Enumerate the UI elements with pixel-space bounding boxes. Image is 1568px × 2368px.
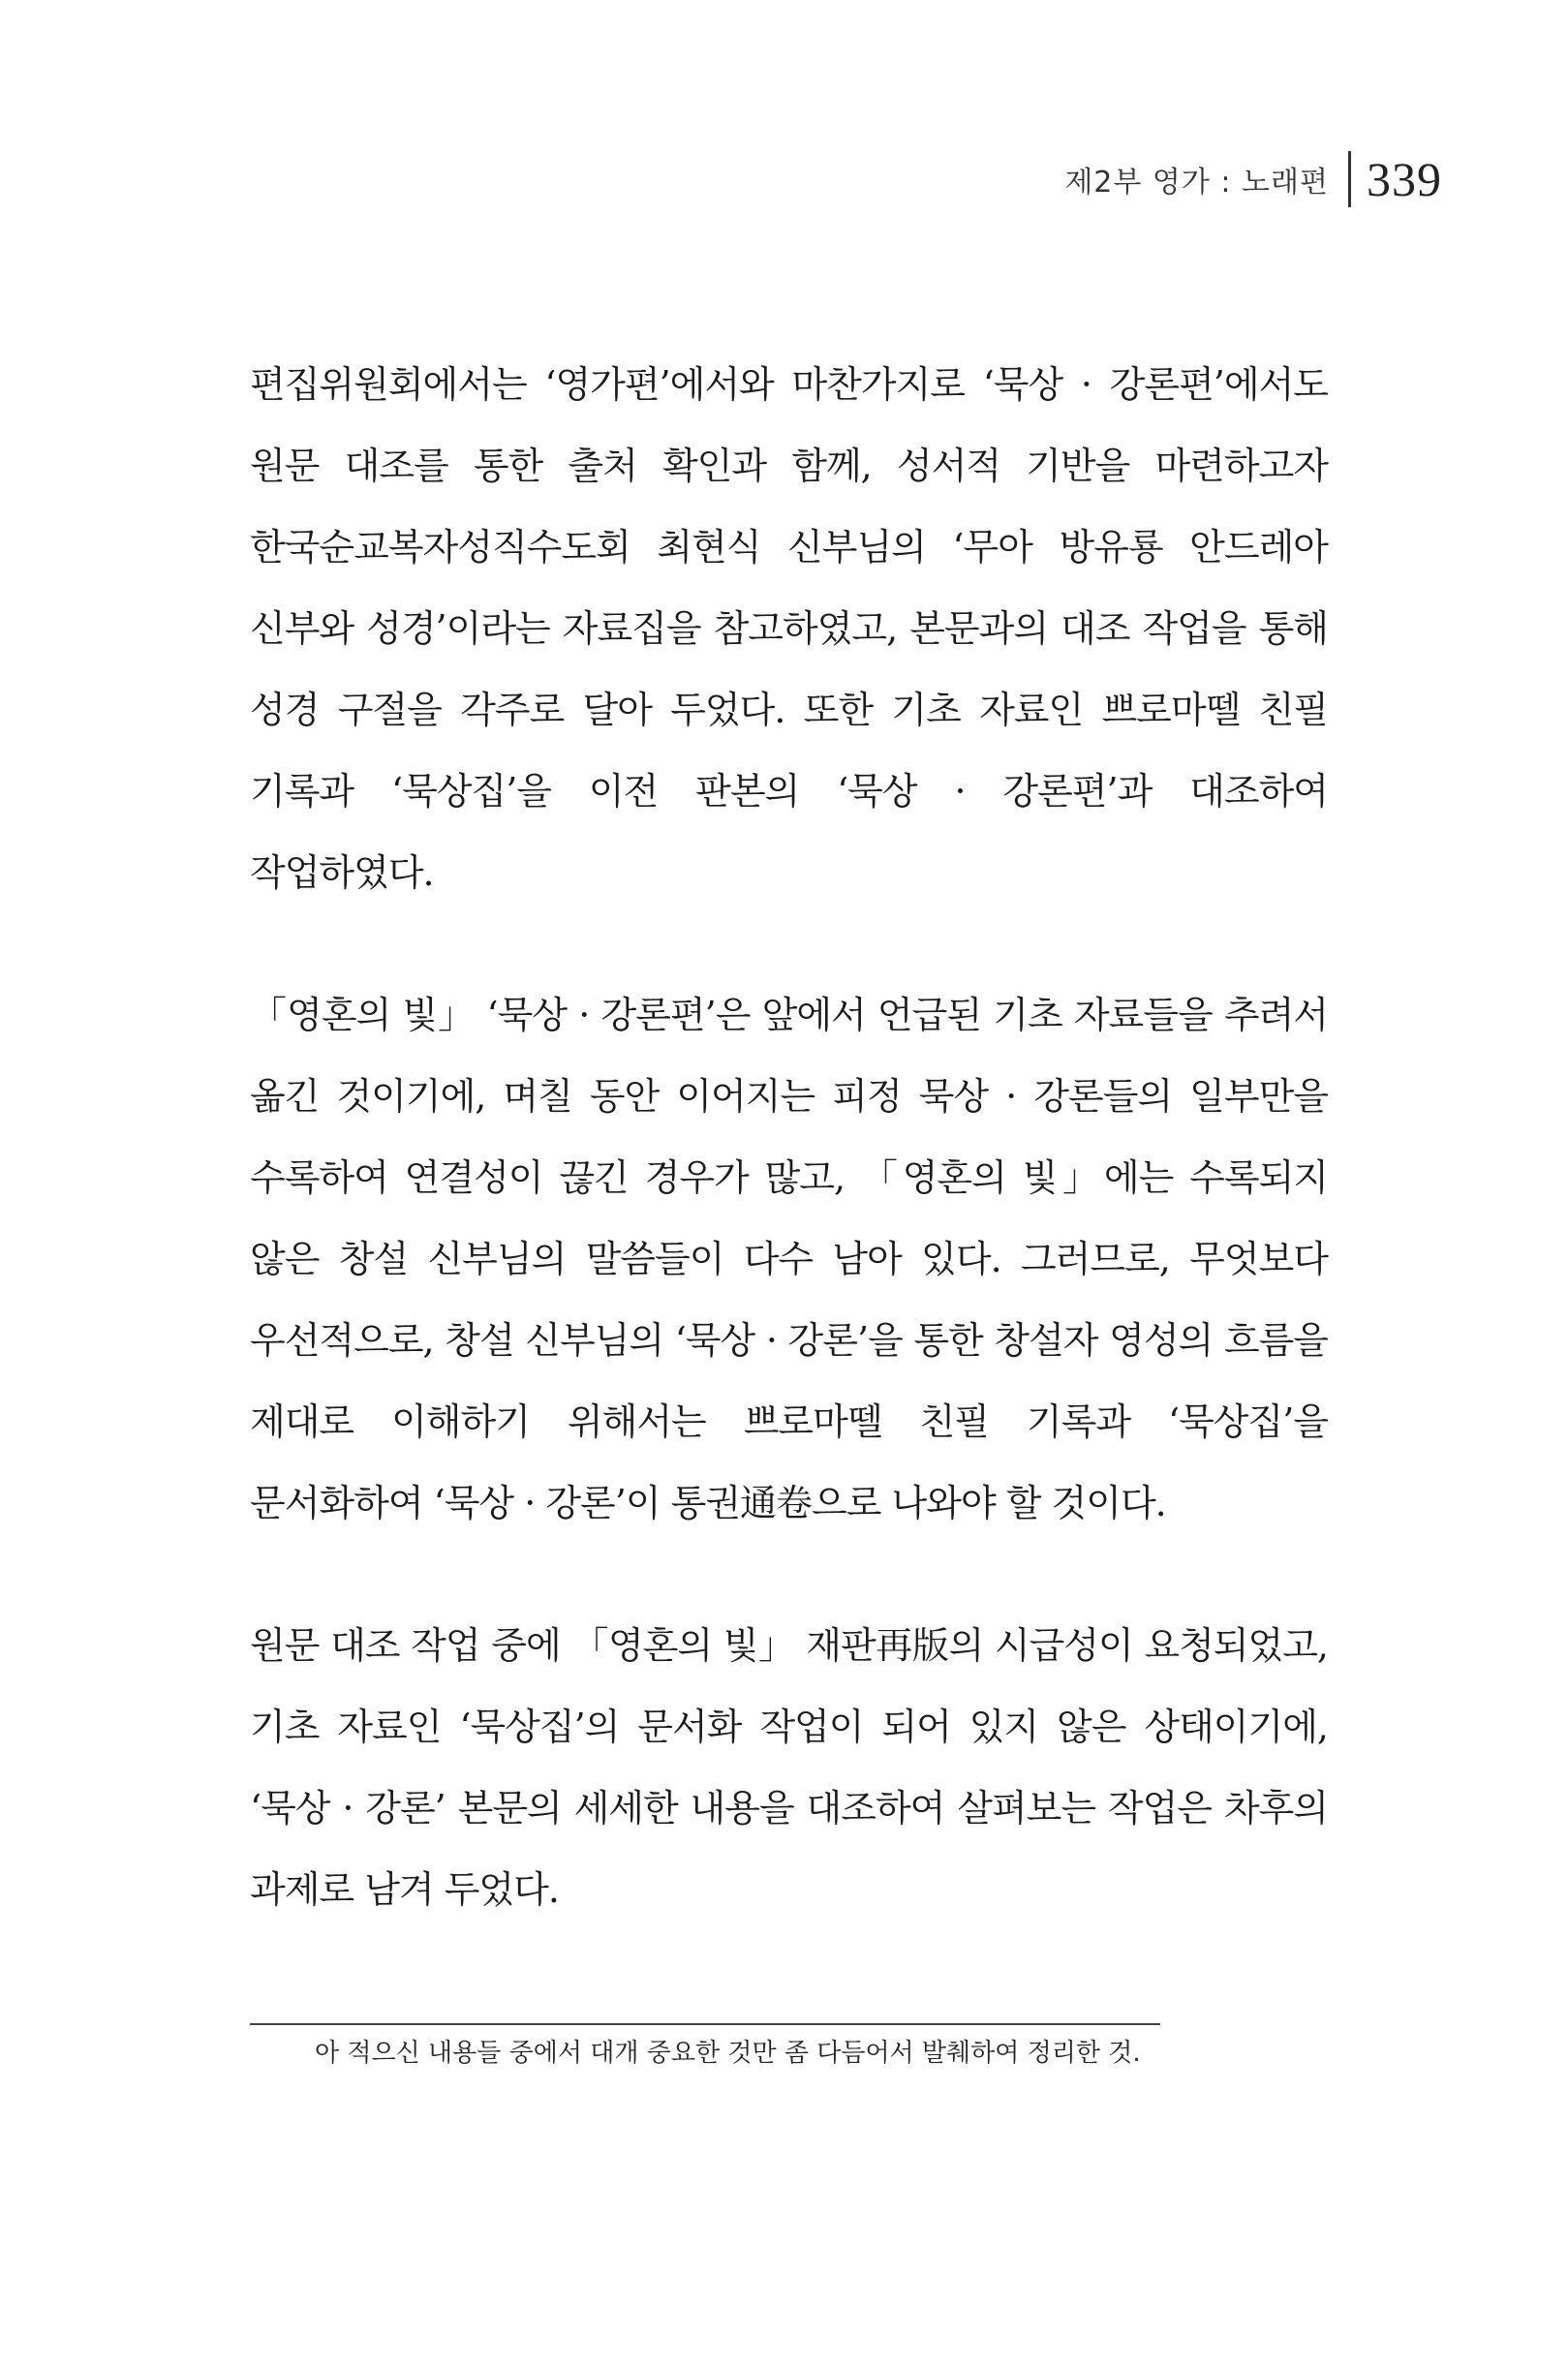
header-divider (1348, 151, 1351, 207)
paragraph: 원문 대조 작업 중에 「영혼의 빛」 재판再版의 시급성이 요청되었고, 기초 자료인 ‘묵상집’의 문서화 작업이 되어 있지 않은 상태이기에, ‘묵상 · 강론’ 본문의 세세한 내용을 대조하여 살펴보는 작업은 차후의 과제로 남겨 두었다. (250, 1624, 1328, 1911)
page-number: 339 (1367, 152, 1442, 206)
body-text (250, 344, 1328, 1930)
running-head: 제2부 영가 : 노래편 (1064, 166, 1329, 200)
footnote: 아 적으신 내용들 중에서 대개 중요한 것만 좀 다듬어서 발췌하여 정리한 것. (315, 2039, 1141, 2068)
paragraph: 「영혼의 빛」 ‘묵상 · 강론편’은 앞에서 언급된 기초 자료들을 추려서 옮긴 것이기에, 며칠 동안 이어지는 피정 묵상 · 강론들의 일부만을 수록하여 연결성이 끊긴 경우가 많고, 「영혼의 빛」에는 수록되지 않은 창설 신부님의 말씀들이 다수 남아 있다. 그러므로, 무엇보다 우선적으로, 창설 신부님의 ‘묵상 · 강론’을 통한 창설자 영성의 흐름을 제대로 이해하기 위해서는 쁘로마뗄 친필 기록과 ‘묵상집’을 문서화하여 ‘묵상 · 강론’이 통권通卷으로 나와야 할 것이다. (250, 994, 1328, 1524)
footnote-divider (250, 2023, 1160, 2025)
page-header (1064, 145, 1442, 213)
paragraph: 편집위원회에서는 ‘영가편’에서와 마찬가지로 ‘묵상 · 강론편’에서도 원문 대조를 통한 출처 확인과 함께, 성서적 기반을 마련하고자 한국순교복자성직수도회 최현식 신부님의 ‘무아 방유룡 안드레아 신부와 성경’이라는 자료집을 참고하였고, 본문과의 대조 작업을 통해 성경 구절을 각주로 달아 두었다. 또한 기초 자료인 쁘로마뗄 친필 기록과 ‘묵상집’을 이전 판본의 ‘묵상 · 강론편’과 대조하여 작업하였다. (250, 363, 1328, 894)
